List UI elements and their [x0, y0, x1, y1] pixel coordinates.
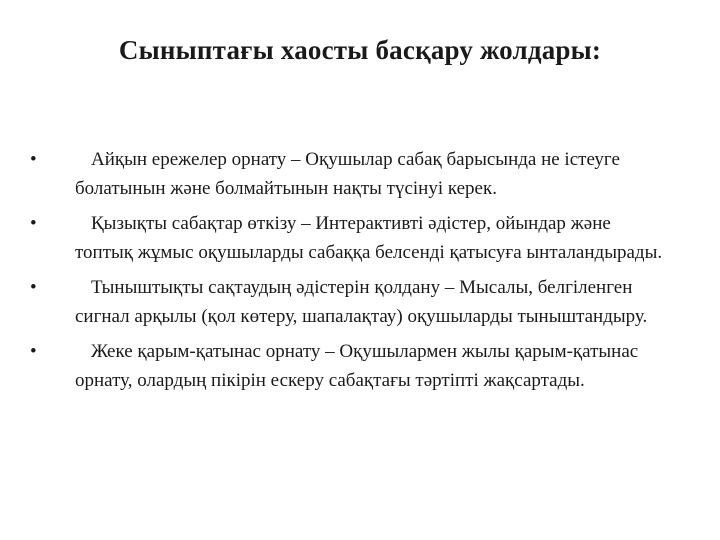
bullet-icon: •	[30, 341, 37, 362]
bullet-text: Жеке қарым-қатынас орнату – Оқушылармен жылы қарым-қатынас орнату, олардың пікірін ескеру сабақтағы тәртіпті жақсартады.	[75, 341, 639, 391]
bullet-list	[30, 145, 670, 401]
bullet-icon: •	[30, 149, 37, 170]
bullet-item-relations	[30, 337, 670, 395]
bullet-icon: •	[30, 277, 37, 298]
bullet-item-rules	[30, 145, 670, 203]
bullet-text: Тыныштықты сақтаудың әдістерін қолдану – Мысалы, белгіленген сигнал арқылы (қол көтеру, шапалақтау) оқушыларды тыныштандыру.	[75, 277, 648, 327]
bullet-item-quiet	[30, 273, 670, 331]
bullet-icon: •	[30, 213, 37, 234]
slide-title: Сыныптағы хаосты басқару жолдары:	[118, 35, 602, 65]
bullet-text: Айқын ережелер орнату – Оқушылар сабақ барысында не істеуге болатынын және болмайтынын нақты түсінуі керек.	[75, 149, 620, 199]
bullet-item-lessons	[30, 209, 670, 267]
bullet-text: Қызықты сабақтар өткізу – Интерактивті әдістер, ойындар және топтық жұмыс оқушыларды сабаққа белсенді қатысуға ынталандырады.	[75, 213, 663, 263]
